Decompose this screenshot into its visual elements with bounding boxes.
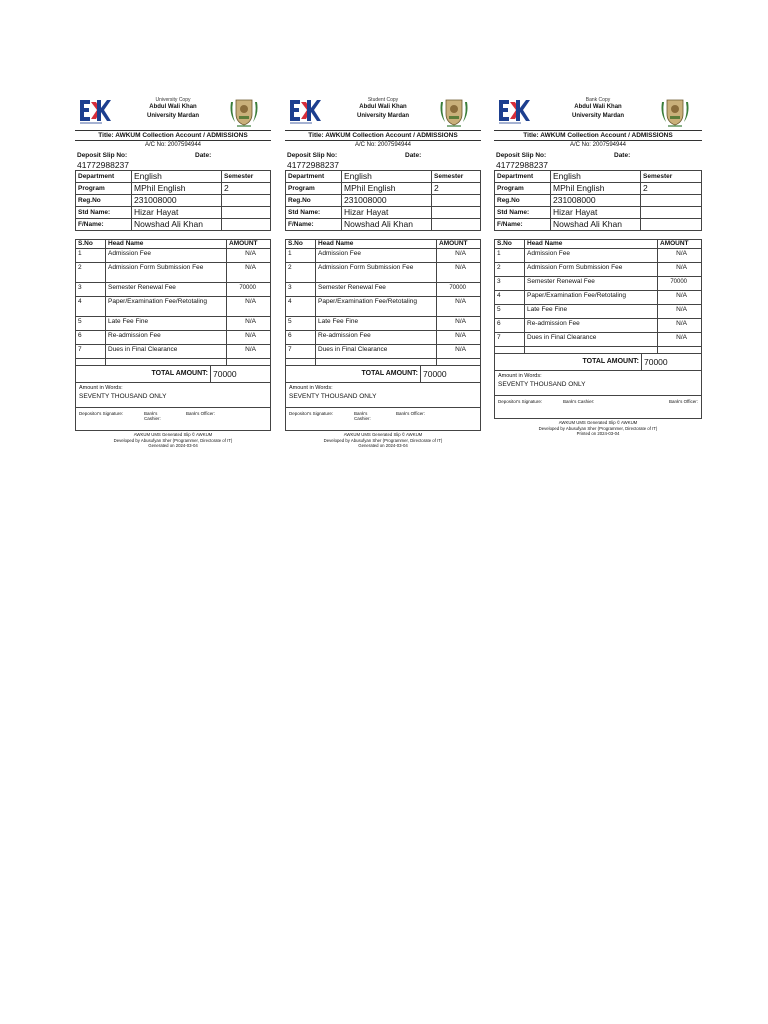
fee-sno: 5 — [495, 305, 525, 319]
semester-label: Semester — [432, 171, 481, 183]
fname-label: F/Name: — [76, 219, 132, 231]
university-name-line2: University Mardan — [146, 113, 200, 119]
program-value: MPhil English — [132, 183, 222, 195]
fee-sno: 4 — [286, 297, 316, 317]
fee-amount: N/A — [227, 345, 271, 359]
table-row — [286, 331, 481, 345]
bank-cashier-label: Bank's Cashier: — [563, 399, 595, 405]
table-row — [495, 219, 702, 231]
slip-title: Title: AWKUM Collection Account / ADMISSIONS — [75, 130, 271, 141]
fee-sno: 7 — [76, 345, 106, 359]
regno-value: 231008000 — [132, 195, 222, 207]
fee-amount: N/A — [227, 317, 271, 331]
table-row — [495, 171, 702, 183]
student-info-table — [494, 170, 702, 231]
program-label: Program — [495, 183, 551, 195]
fee-head-name: Late Fee Fine — [525, 305, 658, 319]
slip-footer — [75, 431, 271, 449]
department-label: Department — [76, 171, 132, 183]
fee-sno: 6 — [76, 331, 106, 345]
table-row — [286, 263, 481, 283]
head-name-header: Head Name — [106, 240, 227, 249]
empty-cell — [222, 195, 271, 207]
fee-sno: 3 — [76, 283, 106, 297]
table-row — [286, 183, 481, 195]
semester-label: Semester — [641, 171, 702, 183]
signature-row — [494, 396, 702, 419]
fee-table-header — [495, 240, 702, 249]
fee-amount: N/A — [437, 331, 481, 345]
bank-officer-label: Bank's Officer: — [186, 411, 216, 417]
table-row — [76, 171, 271, 183]
std-name-label: Std Name: — [76, 207, 132, 219]
table-row — [495, 291, 702, 305]
fee-head-name: Admission Fee — [525, 249, 658, 263]
fee-head-name: Paper/Examination Fee/Retotaling — [316, 297, 437, 317]
program-value: MPhil English — [551, 183, 641, 195]
fee-amount: N/A — [658, 319, 702, 333]
fname-value: Nowshad Ali Khan — [132, 219, 222, 231]
copy-label: Student Copy — [367, 97, 399, 103]
date-label: Date: — [614, 152, 631, 159]
std-name-value: Hizar Hayat — [342, 207, 432, 219]
total-amount-label: TOTAL AMOUNT: — [286, 366, 421, 383]
amount-in-words — [75, 383, 271, 408]
empty-cell — [222, 219, 271, 231]
table-row — [76, 345, 271, 359]
sno-header: S.No — [495, 240, 525, 249]
amount-header: AMOUNT — [437, 240, 481, 249]
department-value: English — [551, 171, 641, 183]
fee-amount: 70000 — [227, 283, 271, 297]
head-name-header: Head Name — [316, 240, 437, 249]
fee-sno: 2 — [76, 263, 106, 283]
department-value: English — [342, 171, 432, 183]
table-row — [495, 207, 702, 219]
total-row — [286, 366, 481, 383]
fee-head-name: Dues in Final Clearance — [316, 345, 437, 359]
fee-head-name: Paper/Examination Fee/Retotaling — [106, 297, 227, 317]
regno-value: 231008000 — [551, 195, 641, 207]
std-name-label: Std Name: — [286, 207, 342, 219]
department-label: Department — [286, 171, 342, 183]
account-number: A/C No: 2007594944 — [354, 142, 412, 148]
footer-date: Generated on 2024-03-04 — [358, 443, 408, 449]
empty-cell — [432, 219, 481, 231]
fee-sno: 3 — [286, 283, 316, 297]
footer-line1: AWKUM UMS Generated Slip © AWKUM — [133, 432, 213, 438]
table-row — [76, 297, 271, 317]
student-info-table — [75, 170, 271, 231]
fee-sno: 5 — [76, 317, 106, 331]
fee-sno: 2 — [495, 263, 525, 277]
depositor-signature-label: Depositor's Signature: — [79, 411, 124, 417]
university-name-line1: Abdul Wali Khan — [149, 104, 197, 110]
total-amount-label: TOTAL AMOUNT: — [76, 366, 211, 383]
fee-sno: 1 — [286, 249, 316, 263]
fee-sno: 3 — [495, 277, 525, 291]
fee-amount: N/A — [227, 263, 271, 283]
table-row — [76, 249, 271, 263]
total-table — [75, 365, 271, 383]
fee-amount: N/A — [658, 249, 702, 263]
total-amount-value: 70000 — [642, 354, 702, 371]
slip-header — [285, 94, 481, 130]
fname-value: Nowshad Ali Khan — [342, 219, 432, 231]
table-row — [76, 263, 271, 283]
fname-label: F/Name: — [286, 219, 342, 231]
table-row — [495, 249, 702, 263]
total-amount-value: 70000 — [421, 366, 481, 383]
table-row — [286, 345, 481, 359]
table-row — [495, 305, 702, 319]
fname-label: F/Name: — [495, 219, 551, 231]
program-label: Program — [76, 183, 132, 195]
amount-words-label: Amount in Words: — [289, 385, 333, 392]
bank-cashier-label: Bank's Cashier: — [144, 411, 161, 422]
deposit-slip-label: Deposit Slip No: — [496, 152, 547, 159]
table-row — [286, 195, 481, 207]
fee-head-name: Admission Form Submission Fee — [316, 263, 437, 283]
std-name-label: Std Name: — [495, 207, 551, 219]
table-row — [76, 207, 271, 219]
head-name-header: Head Name — [525, 240, 658, 249]
fee-head-name: Dues in Final Clearance — [525, 333, 658, 347]
footer-date: Generated on 2024-03-04 — [148, 443, 198, 449]
table-row — [286, 249, 481, 263]
university-seal-icon — [658, 94, 692, 128]
fee-head-name: Re-admission Fee — [106, 331, 227, 345]
fee-amount: N/A — [437, 249, 481, 263]
account-number: A/C No: 2007594944 — [569, 142, 627, 148]
table-row — [76, 331, 271, 345]
fee-head-name: Late Fee Fine — [106, 317, 227, 331]
total-row — [76, 366, 271, 383]
fee-table-header — [286, 240, 481, 249]
depositor-signature-label: Depositor's Signature: — [289, 411, 334, 417]
fee-table-header — [76, 240, 271, 249]
total-table — [285, 365, 481, 383]
fee-amount: N/A — [437, 345, 481, 359]
footer-line1: AWKUM UMS Generated Slip © AWKUM — [343, 432, 423, 438]
deposit-slip-number: 41772988237 — [287, 160, 340, 170]
fee-head-name: Admission Fee — [316, 249, 437, 263]
fee-sno: 7 — [495, 333, 525, 347]
fee-head-name: Admission Form Submission Fee — [106, 263, 227, 283]
deposit-slip-number: 41772988237 — [77, 160, 130, 170]
total-row — [495, 354, 702, 371]
university-seal-icon — [227, 94, 261, 128]
deposit-slip-label: Deposit Slip No: — [287, 152, 338, 159]
footer-line2: Developed by Abusufyan Sher (Programmer, Directorate of IT) — [538, 425, 658, 431]
fee-amount: N/A — [437, 317, 481, 331]
amount-header: AMOUNT — [227, 240, 271, 249]
fee-head-name: Semester Renewal Fee — [525, 277, 658, 291]
fee-amount: N/A — [437, 263, 481, 283]
copy-label: University Copy — [155, 97, 191, 103]
footer-line1: AWKUM UMS Generated Slip © AWKUM — [558, 420, 638, 426]
table-row — [495, 333, 702, 347]
fname-value: Nowshad Ali Khan — [551, 219, 641, 231]
fee-sno: 7 — [286, 345, 316, 359]
total-amount-value: 70000 — [211, 366, 271, 383]
date-label: Date: — [195, 152, 212, 159]
semester-label: Semester — [222, 171, 271, 183]
university-name-line2: University Mardan — [571, 113, 625, 119]
amount-words-value: SEVENTY THOUSAND ONLY — [79, 393, 167, 401]
fee-slip — [285, 94, 481, 474]
slip-header — [75, 94, 271, 130]
bank-officer-label: Bank's Officer: — [396, 411, 426, 417]
table-row — [286, 297, 481, 317]
fee-amount: N/A — [227, 331, 271, 345]
fee-amount: N/A — [658, 291, 702, 305]
semester-value: 2 — [432, 183, 481, 195]
fee-head-name: Semester Renewal Fee — [316, 283, 437, 297]
amount-words-label: Amount in Words: — [498, 373, 542, 380]
fee-sno: 6 — [495, 319, 525, 333]
table-row — [495, 195, 702, 207]
slip-footer — [494, 419, 702, 437]
regno-label: Reg.No — [286, 195, 342, 207]
total-table — [494, 353, 702, 371]
fee-table — [494, 239, 702, 354]
table-row — [286, 283, 481, 297]
date-label: Date: — [405, 152, 422, 159]
fee-amount: N/A — [227, 249, 271, 263]
bank-cashier-label: Bank's Cashier: — [354, 411, 371, 422]
slip-title: Title: AWKUM Collection Account / ADMISSIONS — [494, 130, 702, 141]
department-label: Department — [495, 171, 551, 183]
fee-amount: 70000 — [658, 277, 702, 291]
amount-words-value: SEVENTY THOUSAND ONLY — [289, 393, 377, 401]
program-value: MPhil English — [342, 183, 432, 195]
slip-title: Title: AWKUM Collection Account / ADMISSIONS — [285, 130, 481, 141]
fee-head-name: Admission Fee — [106, 249, 227, 263]
table-row — [286, 219, 481, 231]
fee-sno: 4 — [495, 291, 525, 305]
footer-date: Printed on 2024-03-04 — [576, 431, 620, 437]
department-value: English — [132, 171, 222, 183]
fee-slip — [75, 94, 271, 474]
table-row — [286, 207, 481, 219]
empty-cell — [432, 207, 481, 219]
empty-cell — [641, 207, 702, 219]
table-row — [495, 263, 702, 277]
table-row — [76, 195, 271, 207]
deposit-row — [75, 150, 271, 170]
fee-head-name: Dues in Final Clearance — [106, 345, 227, 359]
fee-amount: N/A — [437, 297, 481, 317]
semester-value: 2 — [641, 183, 702, 195]
deposit-row — [285, 150, 481, 170]
regno-value: 231008000 — [342, 195, 432, 207]
signature-row — [285, 408, 481, 431]
fee-sno: 5 — [286, 317, 316, 331]
sno-header: S.No — [286, 240, 316, 249]
university-name-line1: Abdul Wali Khan — [574, 104, 622, 110]
fee-sno: 6 — [286, 331, 316, 345]
fee-head-name: Paper/Examination Fee/Retotaling — [525, 291, 658, 305]
table-row — [76, 183, 271, 195]
deposit-slip-label: Deposit Slip No: — [77, 152, 128, 159]
account-number: A/C No: 2007594944 — [144, 142, 202, 148]
fee-table — [75, 239, 271, 366]
fee-slip — [494, 94, 702, 474]
amount-in-words — [285, 383, 481, 408]
fee-amount: N/A — [658, 263, 702, 277]
fee-head-name: Re-admission Fee — [525, 319, 658, 333]
university-name-line2: University Mardan — [356, 113, 410, 119]
regno-label: Reg.No — [495, 195, 551, 207]
empty-cell — [432, 195, 481, 207]
bank-officer-label: Bank's Officer: — [668, 399, 698, 405]
slip-header — [494, 94, 702, 130]
fee-head-name: Late Fee Fine — [316, 317, 437, 331]
table-row — [286, 171, 481, 183]
amount-words-value: SEVENTY THOUSAND ONLY — [498, 381, 586, 389]
fee-head-name: Semester Renewal Fee — [106, 283, 227, 297]
deposit-slip-number: 41772988237 — [496, 160, 549, 170]
amount-in-words — [494, 371, 702, 396]
amount-header: AMOUNT — [658, 240, 702, 249]
university-seal-icon — [437, 94, 471, 128]
program-label: Program — [286, 183, 342, 195]
footer-line2: Developed by Abusufyan Sher (Programmer, Directorate of IT) — [323, 437, 443, 443]
table-row — [495, 319, 702, 333]
std-name-value: Hizar Hayat — [551, 207, 641, 219]
fee-sno: 2 — [286, 263, 316, 283]
student-info-table — [285, 170, 481, 231]
table-row — [495, 277, 702, 291]
table-row — [76, 219, 271, 231]
std-name-value: Hizar Hayat — [132, 207, 222, 219]
copy-label: Bank Copy — [585, 97, 611, 103]
slip-footer — [285, 431, 481, 449]
empty-cell — [641, 219, 702, 231]
table-row — [76, 317, 271, 331]
fee-amount: N/A — [658, 333, 702, 347]
table-row — [495, 183, 702, 195]
fee-sno: 1 — [495, 249, 525, 263]
university-name-line1: Abdul Wali Khan — [359, 104, 407, 110]
fee-head-name: Re-admission Fee — [316, 331, 437, 345]
fee-table — [285, 239, 481, 366]
sno-header: S.No — [76, 240, 106, 249]
fee-sno: 4 — [76, 297, 106, 317]
fee-sno: 1 — [76, 249, 106, 263]
regno-label: Reg.No — [76, 195, 132, 207]
fee-amount: 70000 — [437, 283, 481, 297]
depositor-signature-label: Depositor's Signature: — [498, 399, 543, 405]
total-amount-label: TOTAL AMOUNT: — [495, 354, 642, 371]
signature-row — [75, 408, 271, 431]
empty-cell — [222, 207, 271, 219]
footer-line2: Developed by Abusufyan Sher (Programmer, Directorate of IT) — [113, 437, 233, 443]
fee-head-name: Admission Form Submission Fee — [525, 263, 658, 277]
fee-amount: N/A — [227, 297, 271, 317]
empty-cell — [641, 195, 702, 207]
fee-amount: N/A — [658, 305, 702, 319]
semester-value: 2 — [222, 183, 271, 195]
amount-words-label: Amount in Words: — [79, 385, 123, 392]
deposit-row — [494, 150, 702, 170]
table-row — [76, 283, 271, 297]
table-row — [286, 317, 481, 331]
